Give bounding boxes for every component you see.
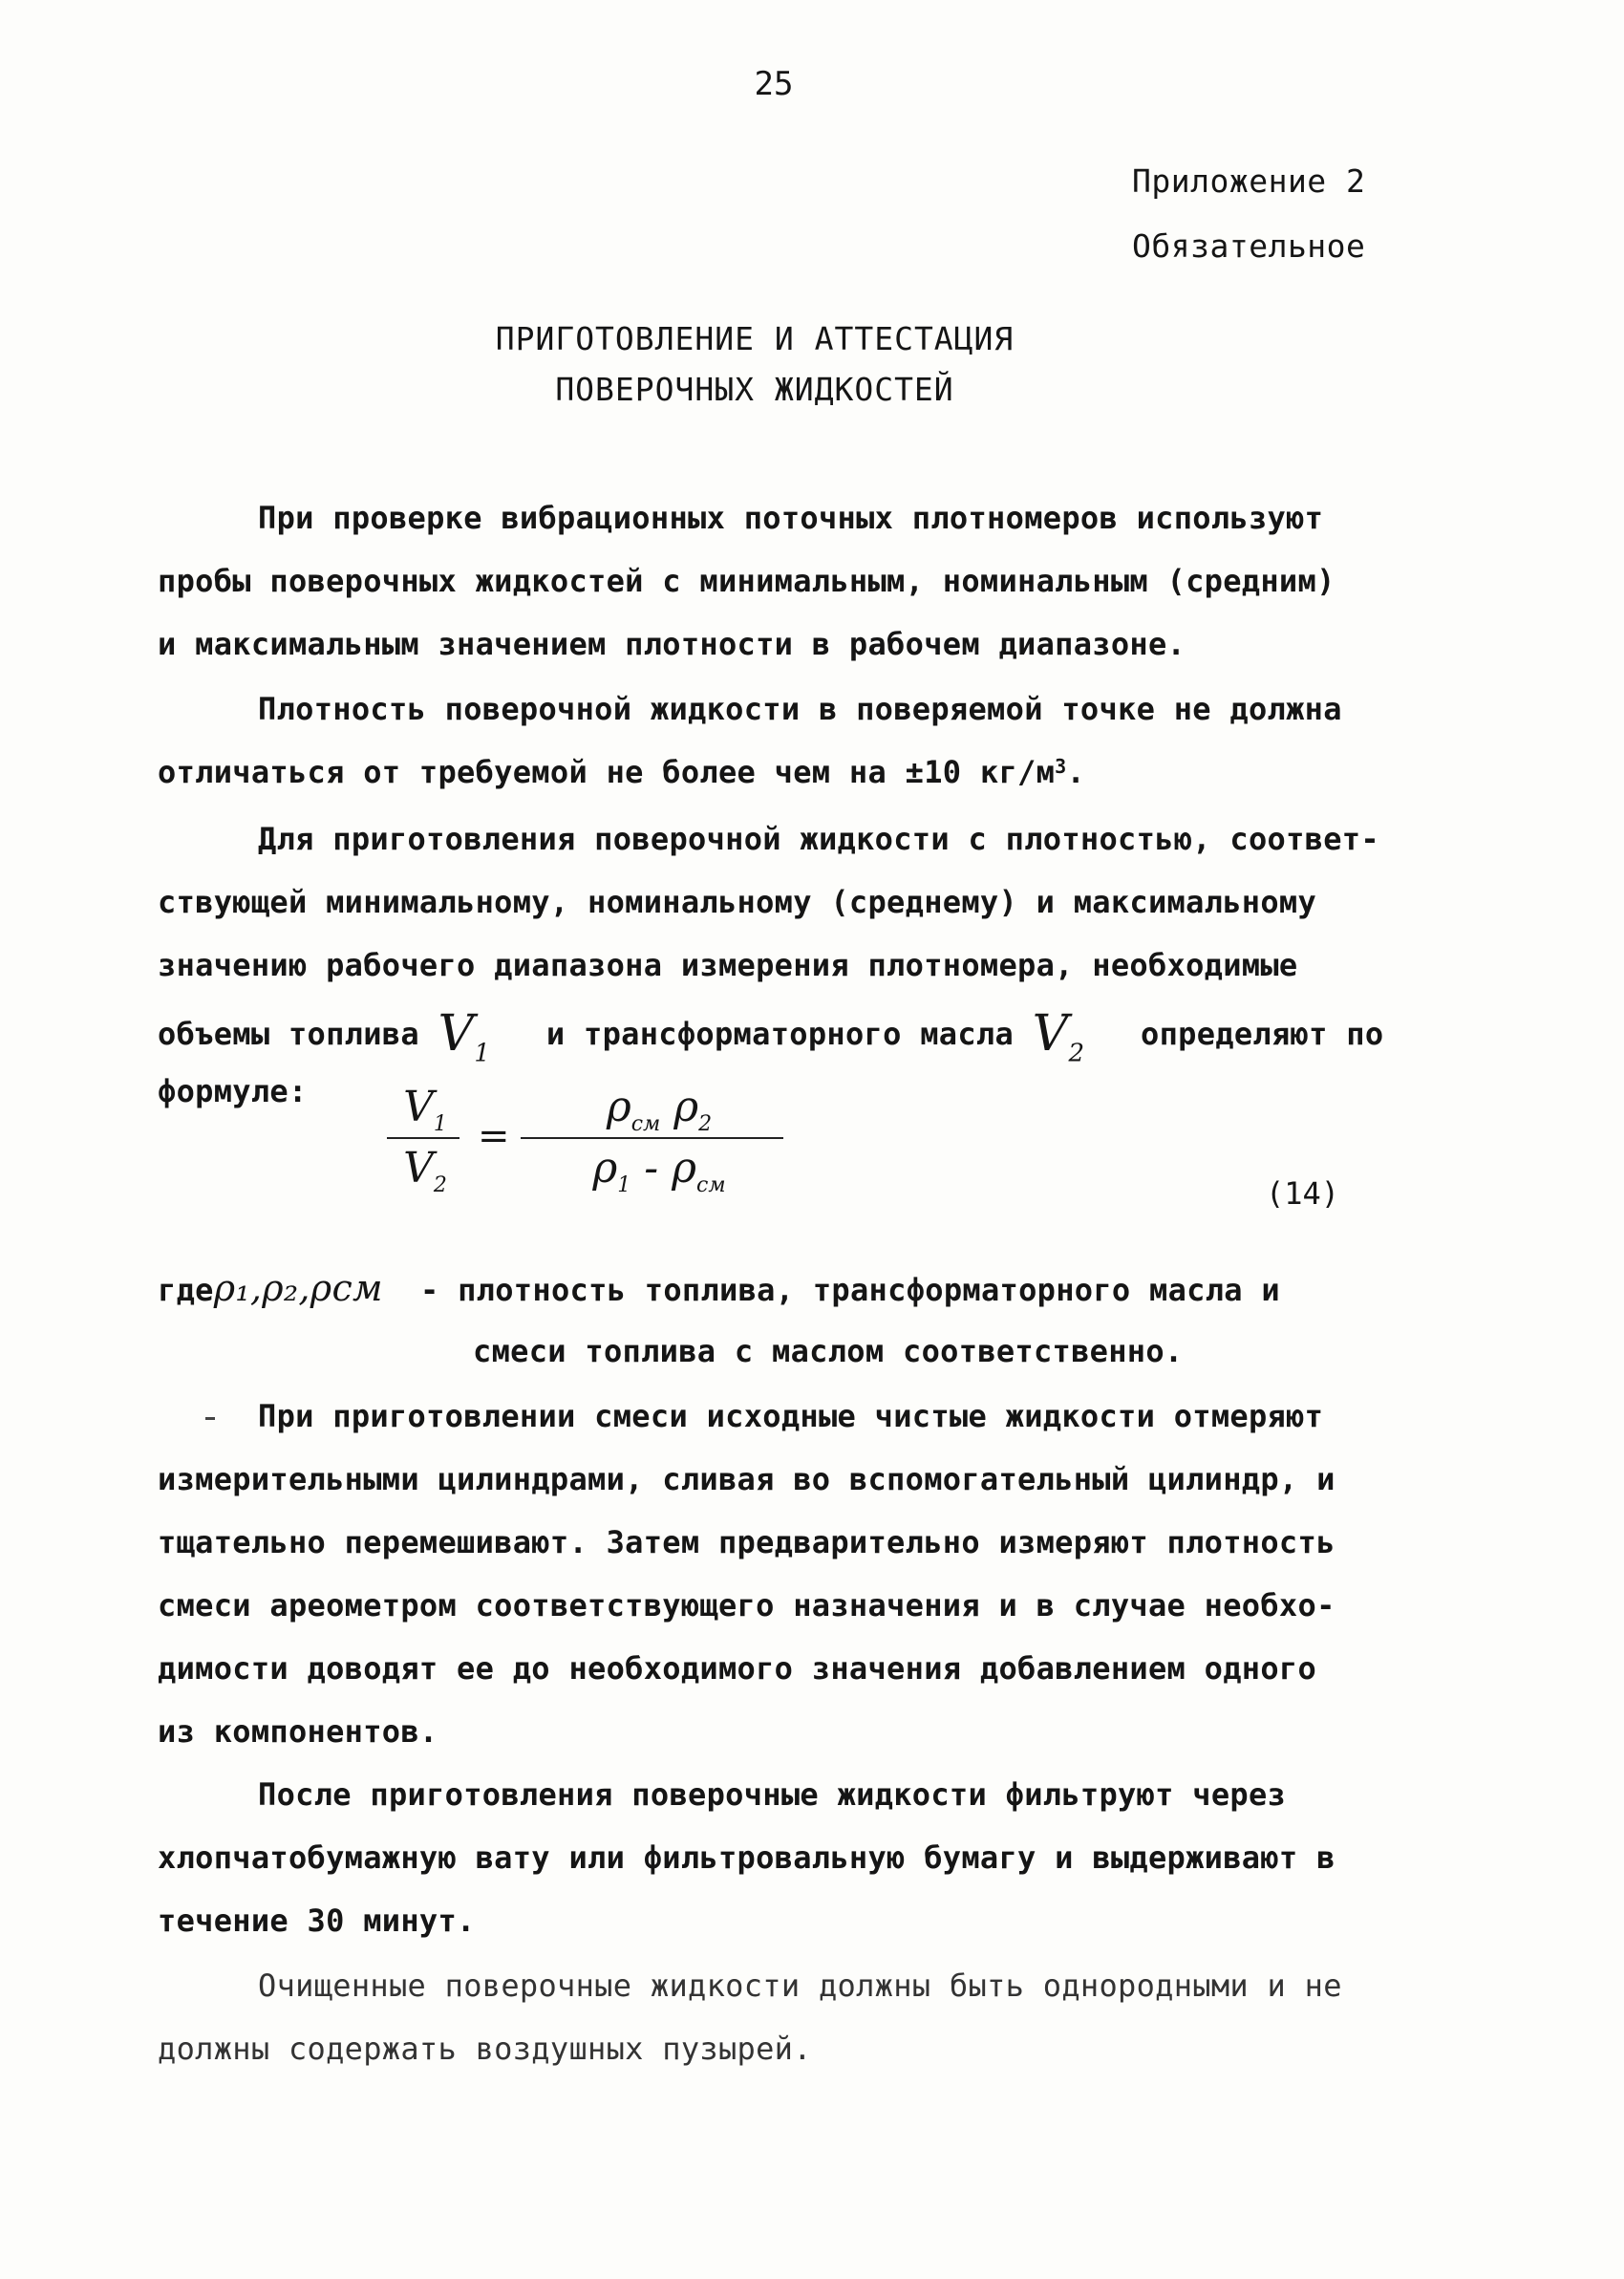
formula-lhs-denominator: $V_2$: [403, 1144, 447, 1197]
paragraph-3-line-3: значению рабочего диапазона измерения плотномера, необходимые: [158, 947, 1298, 983]
paragraph-4-line-4: смеси ареометром соответствующего назначения и в случае необхо-: [158, 1587, 1336, 1623]
paragraph-3-line-4: [158, 1005, 1384, 1068]
paragraph-6-line-2: должны содержать воздушных пузырей.: [158, 2031, 812, 2067]
formula-rhs-fraction: [521, 1080, 798, 1196]
formula-rhs-fraction-bar: [521, 1137, 783, 1139]
unit-exponent: 3: [1055, 755, 1067, 778]
formula-lhs-fraction-bar: [387, 1137, 459, 1139]
volume-fuel-text: объемы топлива: [158, 1016, 419, 1052]
formula-rhs-numerator: $\rho_{см}$ $\rho_2$: [606, 1083, 713, 1136]
paragraph-4-line-1: При приготовлении смеси исходные чистые жидкости отмеряют: [258, 1398, 1324, 1434]
paragraph-2-line-2: [158, 753, 1085, 791]
paragraph-2-line-1: Плотность поверочной жидкости в поверяемой точке не должна: [258, 691, 1342, 727]
where-line-1: [158, 1269, 1280, 1309]
paragraph-3-line-2: ствующей минимальному, номинальному (среднему) и максимальному: [158, 884, 1317, 920]
paragraph-1-line-3: и максимальным значением плотности в рабочем диапазоне.: [158, 626, 1186, 662]
paragraph-3-line-5: формуле:: [158, 1073, 308, 1109]
paragraph-2-line-2-end: .: [1066, 754, 1086, 790]
formula-rhs-denominator: $\rho_1 - \rho_{см}$: [592, 1144, 726, 1197]
paragraph-4-line-3: тщательно перемешивают. Затем предварительно измеряют плотность: [158, 1524, 1336, 1560]
paragraph-3-line-1: Для приготовления поверочной жидкости с плотностью, соответ-: [258, 821, 1379, 857]
formula-number: (14): [1266, 1175, 1340, 1212]
paragraph-5-line-2: хлопчатобумажную вату или фильтровальную бумагу и выдерживают в: [158, 1839, 1336, 1876]
volume-oil-text: и трансформаторного масла: [545, 1016, 1015, 1052]
paragraph-4-line-5: димости доводят ее до необходимого значения добавлением одного: [158, 1650, 1317, 1687]
page-number: 25: [754, 65, 794, 103]
formula-14: [387, 1080, 788, 1214]
formula-equals-sign: =: [478, 1114, 510, 1158]
where-prefix: где: [158, 1272, 214, 1308]
paragraph-4-line-2: измерительными цилиндрами, сливая во вспомогательный цилиндр, и: [158, 1461, 1336, 1497]
determine-text: определяют по: [1141, 1016, 1384, 1052]
formula-lhs-numerator: $V_1$: [403, 1083, 447, 1136]
paragraph-6-line-1: Очищенные поверочные жидкости должны быть однородными и не: [258, 1967, 1342, 2004]
paragraph-5-line-3: течение 30 минут.: [158, 1903, 476, 1939]
appendix-status: Обязательное: [1132, 227, 1366, 265]
appendix-label: Приложение 2: [1132, 162, 1366, 200]
section-title-line-1: ПРИГОТОВЛЕНИЕ И АТТЕСТАЦИЯ: [495, 320, 1015, 357]
formula-lhs-fraction: [387, 1080, 463, 1196]
where-definition: - плотность топлива, трансформаторного масла и: [419, 1272, 1281, 1308]
paragraph-1-line-2: пробы поверочных жидкостей с минимальным, номинальным (средним): [158, 563, 1336, 599]
variable-v1: $V_1$: [438, 1005, 491, 1068]
paragraph-4-line-6: из компонентов.: [158, 1713, 438, 1750]
density-symbols: ρ₁,ρ₂,ρсм: [213, 1267, 383, 1309]
paragraph-1-line-1: При проверке вибрационных поточных плотномеров используют: [258, 500, 1324, 536]
section-title-line-2: ПОВЕРОЧНЫХ ЖИДКОСТЕЙ: [555, 371, 954, 408]
margin-mark: [205, 1417, 215, 1420]
paragraph-2-line-2-text: отличаться от требуемой не более чем на ±10 кг/м: [158, 754, 1056, 790]
where-line-2: смеси топлива с маслом соответственно.: [473, 1333, 1184, 1369]
paragraph-5-line-1: После приготовления поверочные жидкости фильтруют через: [258, 1776, 1287, 1813]
variable-v2: $V_2$: [1032, 1005, 1085, 1068]
